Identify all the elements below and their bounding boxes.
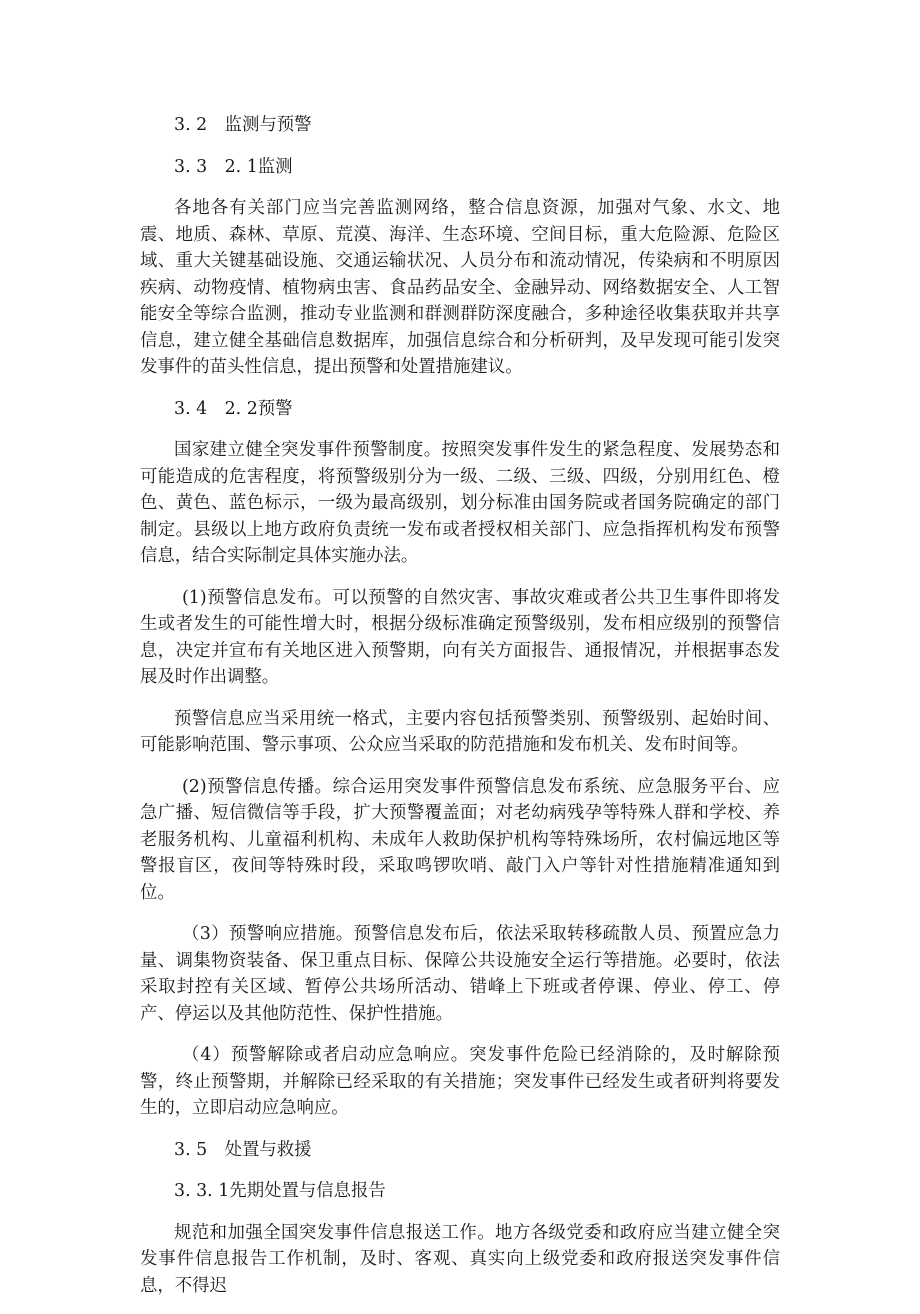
section-heading: 3. 3 2. 1监测 — [174, 156, 293, 177]
paragraph: (2)预警信息传播。综合运用突发事件预警信息发布系统、应急服务平台、应急广播、短信微信等手段，扩大预警覆盖面；对老幼病残孕等特殊人群和学校、养老服务机构、儿童福利机构、未成年人救助保护机构等特殊场所，农村偏远地区等警报盲区，夜间等特殊时段，采取鸣锣吹哨、敲门入户等针对性措施精准通知到位。 — [140, 776, 780, 903]
paragraph: 国家建立健全突发事件预警制度。按照突发事件发生的紧急程度、发展势态和可能造成的危害程度，将预警级别分为一级、二级、三级、四级，分别用红色、橙色、黄色、蓝色标示，一级为最高级别，划分标准由国务院或者国务院确定的部门制定。县级以上地方政府负责统一发布或者授权相关部门、应急指挥机构发布预警信息，结合实际制定具体实施办法。 — [140, 440, 780, 566]
paragraph: 预警信息应当采用统一格式，主要内容包括预警类别、预警级别、起始时间、可能影响范围、警示事项、公众应当采取的防范措施和发布机关、发布时间等。 — [140, 708, 780, 755]
paragraph: 各地各有关部门应当完善监测网络，整合信息资源，加强对气象、水文、地震、地质、森林、草原、荒漠、海洋、生态环境、空间目标，重大危险源、危险区域、重大关键基础设施、交通运输状况、人员分布和流动情况，传染病和不明原因疾病、动物疫情、植物病虫害、食品药品安全、金融异动、网络数据安全、人工智能安全等综合监测，推动专业监测和群测群防深度融合，多种途径收集获取并共享信息，建立健全基础信息数据库，加强信息综合和分析研判，及早发现可能引发突发事件的苗头性信息，提出预警和处置措施建议。 — [140, 198, 780, 377]
section-heading: 3. 5 处置与救援 — [174, 1139, 312, 1160]
document-body — [140, 112, 780, 1314]
paragraph: 规范和加强全国突发事件信息报送工作。地方各级党委和政府应当建立健全突发事件信息报告工作机制，及时、客观、真实向上级党委和政府报送突发事件信息，不得迟 — [140, 1222, 780, 1296]
section-heading: 3. 3. 1先期处置与信息报告 — [174, 1181, 386, 1201]
paragraph: (1)预警信息发布。可以预警的自然灾害、事故灾难或者公共卫生事件即将发生或者发生的可能性增大时，根据分级标准确定预警级别，发布相应级别的预警信息，决定并宣布有关地区进入预警期，向有关方面报告、通报情况，并根据事态发展及时作出调整。 — [140, 587, 780, 687]
section-heading: 3. 2 监测与预警 — [174, 115, 312, 135]
section-heading: 3. 4 2. 2预警 — [174, 398, 293, 419]
paragraph: （4）预警解除或者启动应急响应。突发事件危险已经消除的，及时解除预警，终止预警期，并解除已经采取的有关措施；突发事件已经发生或者研判将要发生的，立即启动应急响应。 — [140, 1045, 780, 1118]
paragraph: （3）预警响应措施。预警信息发布后，依法采取转移疏散人员、预置应急力量、调集物资装备、保卫重点目标、保障公共设施安全运行等措施。必要时，依法采取封控有关区域、暂停公共场所活动、错峰上下班或者停课、停业、停工、停产、停运以及其他防范性、保护性措施。 — [140, 924, 780, 1024]
